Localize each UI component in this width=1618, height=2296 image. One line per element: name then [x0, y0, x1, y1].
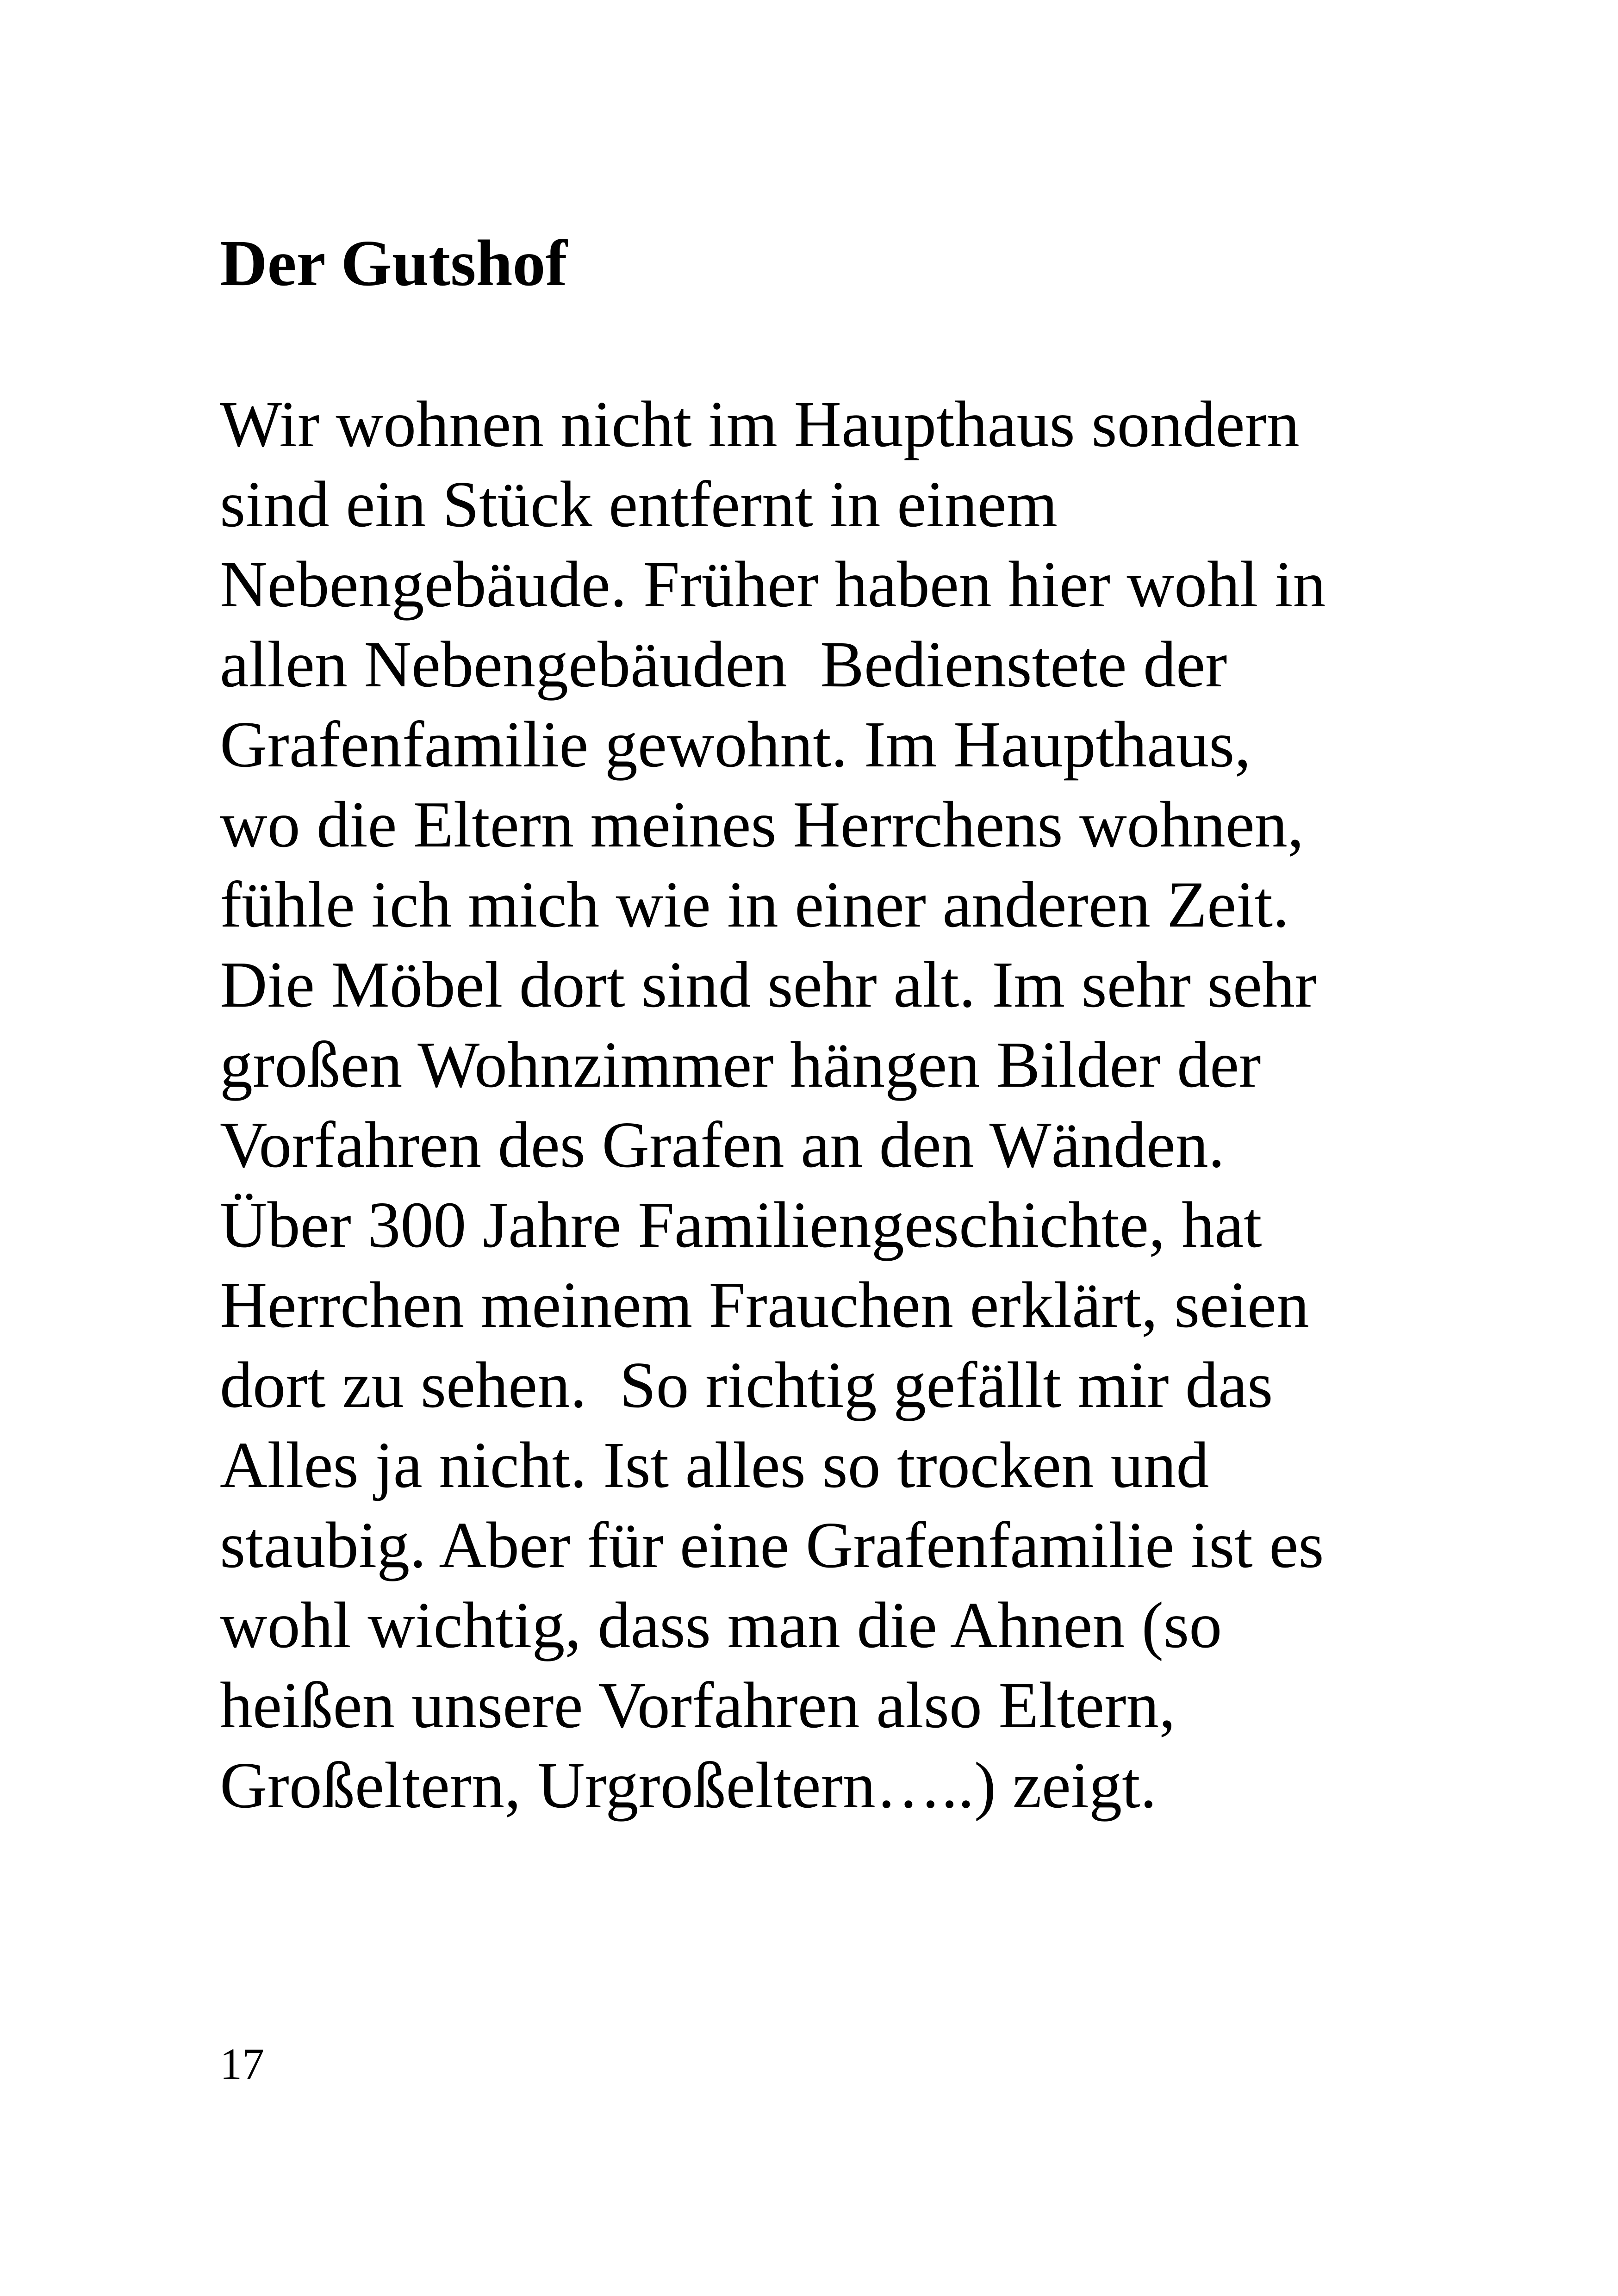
text-line: allen Nebengebäuden Bedienstete der	[220, 628, 1227, 701]
text-line: fühle ich mich wie in einer anderen Zeit.	[220, 868, 1289, 941]
text-line: staubig. Aber für eine Grafenfamilie ist es	[220, 1508, 1324, 1581]
text-line: wo die Eltern meines Herrchens wohnen,	[220, 788, 1304, 861]
text-line: Großeltern, Urgroßeltern…..) zeigt.	[220, 1748, 1157, 1822]
text-line: Grafenfamilie gewohnt. Im Haupthaus,	[220, 708, 1251, 781]
text-line: dort zu sehen. So richtig gefällt mir das	[220, 1348, 1273, 1421]
text-line: Nebengebäude. Früher haben hier wohl in	[220, 548, 1326, 621]
page-number: 17	[220, 2039, 264, 2089]
text-line: Alles ja nicht. Ist alles so trocken und	[220, 1428, 1209, 1501]
body-paragraph	[220, 384, 1469, 1825]
text-line: wohl wichtig, dass man die Ahnen (so	[220, 1588, 1222, 1661]
text-line: Herrchen meinem Frauchen erklärt, seien	[220, 1268, 1309, 1341]
text-line: großen Wohnzimmer hängen Bilder der	[220, 1028, 1261, 1101]
text-line: Vorfahren des Grafen an den Wänden.	[220, 1108, 1225, 1181]
chapter-title: Der Gutshof	[220, 226, 567, 299]
text-line: Über 300 Jahre Familiengeschichte, hat	[220, 1188, 1262, 1261]
text-line: Die Möbel dort sind sehr alt. Im sehr sehr	[220, 948, 1317, 1021]
text-line: heißen unsere Vorfahren also Eltern,	[220, 1668, 1176, 1742]
text-line: sind ein Stück entfernt in einem	[220, 467, 1058, 541]
text-line: Wir wohnen nicht im Haupthaus sondern	[220, 387, 1300, 460]
